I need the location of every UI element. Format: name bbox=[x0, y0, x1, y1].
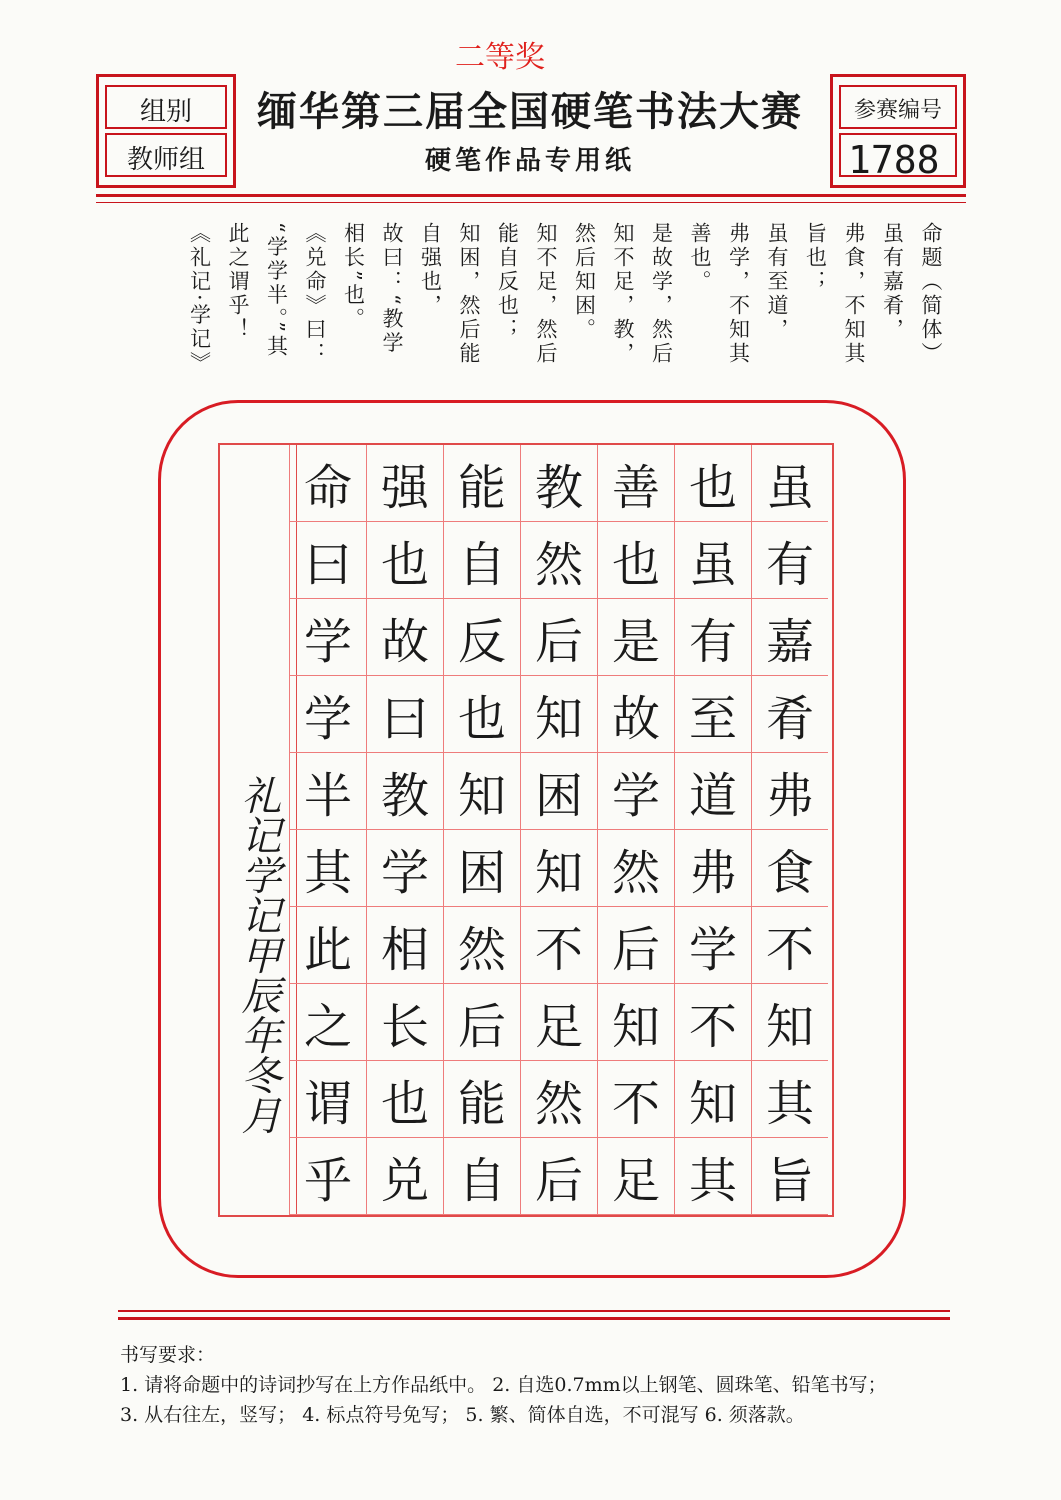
grid-cell: 其 bbox=[674, 1138, 751, 1215]
grid-cell: 之 bbox=[289, 984, 366, 1061]
source-column: 自强也， bbox=[418, 222, 443, 318]
grid-cell: 后 bbox=[443, 984, 520, 1061]
grid-cell: 曰 bbox=[289, 522, 366, 599]
award-label: 二等奖 bbox=[455, 40, 545, 75]
grid-cell: 知 bbox=[751, 984, 828, 1061]
grid-cell: 也 bbox=[366, 1061, 443, 1138]
writing-requirements bbox=[120, 1340, 887, 1430]
footer-rule-bottom bbox=[118, 1317, 950, 1320]
grid-cell: 曰 bbox=[366, 676, 443, 753]
header-rule-top bbox=[96, 194, 966, 197]
grid-cell: 知 bbox=[597, 984, 674, 1061]
grid-cell: 有 bbox=[751, 522, 828, 599]
grid-cell: 食 bbox=[751, 830, 828, 907]
grid-cell: 教 bbox=[520, 445, 597, 522]
grid-cell: 也 bbox=[674, 445, 751, 522]
entry-number-label: 参赛编号 bbox=[853, 98, 942, 123]
grid-cell: 长 bbox=[366, 984, 443, 1061]
grid-cell: 困 bbox=[443, 830, 520, 907]
grid-cell: 不 bbox=[674, 984, 751, 1061]
source-column: 虽有嘉肴， bbox=[880, 222, 905, 342]
source-column: 相长”也。 bbox=[341, 222, 366, 332]
grid-cell: 学 bbox=[289, 599, 366, 676]
grid-cell: 强 bbox=[366, 445, 443, 522]
grid-cell: 此 bbox=[289, 907, 366, 984]
source-column: 是故学，然后 bbox=[649, 222, 674, 366]
grid-cell: 有 bbox=[674, 599, 751, 676]
signature-column bbox=[220, 445, 297, 1215]
grid-cell: 然 bbox=[597, 830, 674, 907]
grid-cell: 乎 bbox=[289, 1138, 366, 1215]
requirements-line-1: 1. 请将命题中的诗词抄写在上方作品纸中。 2. 自选0.7mm以上钢笔、圆珠笔、铅笔书写； bbox=[120, 1374, 887, 1396]
grid-cell: 学 bbox=[597, 753, 674, 830]
grid-cell: 弗 bbox=[674, 830, 751, 907]
grid-cell: 相 bbox=[366, 907, 443, 984]
grid-cell: 困 bbox=[520, 753, 597, 830]
grid-cell: 其 bbox=[751, 1061, 828, 1138]
grid-cell: 其 bbox=[289, 830, 366, 907]
grid-cell: 也 bbox=[597, 522, 674, 599]
grid-cell: 后 bbox=[520, 1138, 597, 1215]
grid-cell: 也 bbox=[366, 522, 443, 599]
grid-cell: 能 bbox=[443, 1061, 520, 1138]
grid-cell: 后 bbox=[520, 599, 597, 676]
writing-grid bbox=[218, 443, 834, 1217]
grid-cell: 谓 bbox=[289, 1061, 366, 1138]
header-rule-bottom bbox=[96, 202, 966, 203]
source-column: 故曰：“教学 bbox=[380, 222, 404, 356]
grid-cell: 然 bbox=[520, 522, 597, 599]
group-value: 教师组 bbox=[126, 145, 205, 175]
grid-cell: 学 bbox=[366, 830, 443, 907]
source-column: 然后知困。 bbox=[572, 222, 597, 342]
grid-cell: 兑 bbox=[366, 1138, 443, 1215]
grid-cell: 能 bbox=[443, 445, 520, 522]
grid-cell: 学 bbox=[289, 676, 366, 753]
source-column: 知不足，然后 bbox=[534, 222, 558, 366]
source-column: 命题（简体） bbox=[919, 222, 943, 366]
source-column: 弗学，不知其 bbox=[726, 222, 751, 366]
grid-cell: 善 bbox=[597, 445, 674, 522]
grid-cell: 嘉 bbox=[751, 599, 828, 676]
entry-number-value: 1788 bbox=[848, 138, 940, 182]
grid-cell: 学 bbox=[674, 907, 751, 984]
footer-rule-top bbox=[118, 1310, 950, 1312]
source-column: 善也。 bbox=[688, 222, 712, 294]
grid-cell: 故 bbox=[597, 676, 674, 753]
grid-cell: 虽 bbox=[751, 445, 828, 522]
group-box bbox=[96, 74, 236, 188]
source-column: 此之谓乎！ bbox=[226, 222, 250, 342]
grid-cell: 故 bbox=[366, 599, 443, 676]
grid-cell: 肴 bbox=[751, 676, 828, 753]
grid-cell: 弗 bbox=[751, 753, 828, 830]
source-column: 《兑命》曰： bbox=[303, 222, 327, 366]
grid-cell: 不 bbox=[520, 907, 597, 984]
grid-cell: 半 bbox=[289, 753, 366, 830]
source-column: 弗食，不知其 bbox=[842, 222, 866, 366]
page-title: 缅华第三届全国硬笔书法大赛 bbox=[257, 88, 803, 135]
grid-cell: 不 bbox=[751, 907, 828, 984]
grid-cell: 知 bbox=[674, 1061, 751, 1138]
source-column: 知困，然后能 bbox=[457, 222, 481, 366]
grid-cell: 道 bbox=[674, 753, 751, 830]
signature: 礼记学记甲辰年冬月 bbox=[235, 775, 281, 1135]
source-column: 虽有至道， bbox=[765, 222, 789, 342]
source-column: 知不足，教， bbox=[611, 222, 635, 366]
grid-cell: 至 bbox=[674, 676, 751, 753]
group-label: 组别 bbox=[139, 97, 192, 127]
source-column: 旨也； bbox=[803, 222, 828, 294]
grid-cell: 虽 bbox=[674, 522, 751, 599]
grid-cell: 然 bbox=[520, 1061, 597, 1138]
grid-cell: 足 bbox=[520, 984, 597, 1061]
grid-cell: 教 bbox=[366, 753, 443, 830]
source-column: “学学半。”其 bbox=[264, 222, 289, 359]
grid-cell: 命 bbox=[289, 445, 366, 522]
grid-cell: 也 bbox=[443, 676, 520, 753]
grid-cell: 然 bbox=[443, 907, 520, 984]
requirements-line-2: 3. 从右往左，竖写； 4. 标点符号免写； 5. 繁、简体自选，不可混写 6. 须落款。 bbox=[120, 1404, 805, 1426]
requirements-heading: 书写要求： bbox=[120, 1344, 216, 1366]
grid-cell: 知 bbox=[520, 676, 597, 753]
page-subtitle: 硬笔作品专用纸 bbox=[424, 146, 635, 176]
grid-cell: 反 bbox=[443, 599, 520, 676]
grid-cell: 不 bbox=[597, 1061, 674, 1138]
grid-cell: 足 bbox=[597, 1138, 674, 1215]
grid-cell: 旨 bbox=[751, 1138, 828, 1215]
grid-cell: 自 bbox=[443, 522, 520, 599]
grid-cell: 是 bbox=[597, 599, 674, 676]
grid-cell: 自 bbox=[443, 1138, 520, 1215]
grid-cell: 后 bbox=[597, 907, 674, 984]
grid-cell: 知 bbox=[520, 830, 597, 907]
source-column: 能自反也； bbox=[495, 222, 520, 342]
source-column: 《礼记·学记》 bbox=[187, 222, 212, 376]
grid-cell: 知 bbox=[443, 753, 520, 830]
